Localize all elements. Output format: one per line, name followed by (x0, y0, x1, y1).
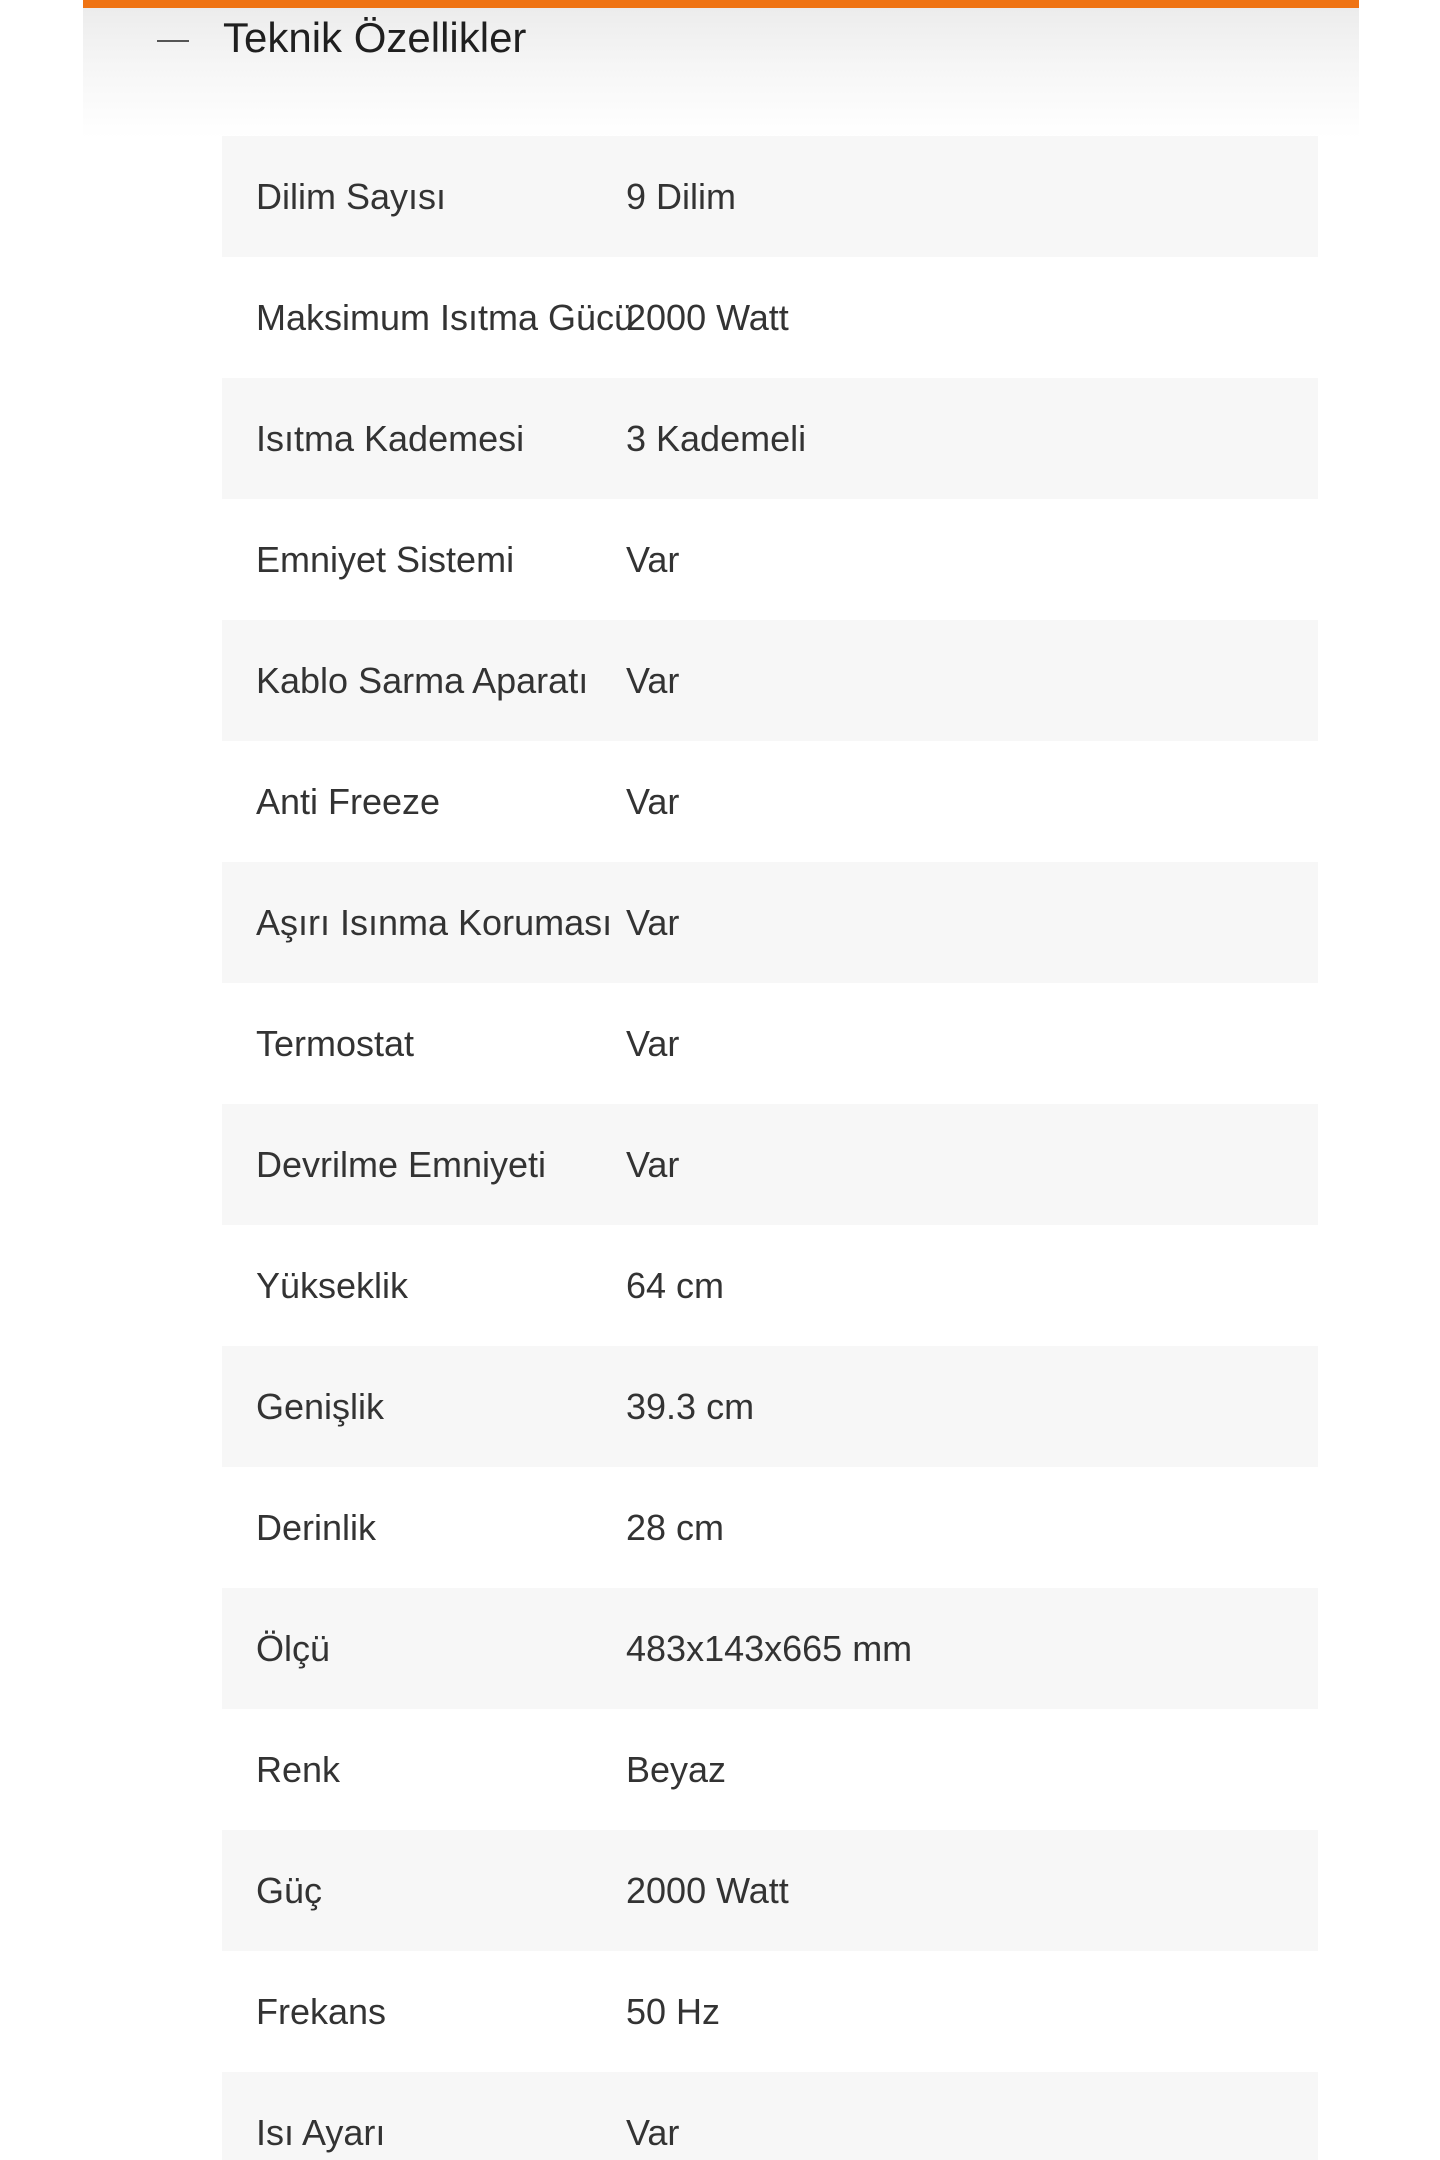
spec-key: Renk (256, 1748, 341, 1790)
spec-key: Kablo Sarma Aparatı (256, 659, 589, 701)
spec-value: Var (626, 1022, 680, 1064)
spec-value: 2000 Watt (626, 296, 789, 338)
spec-key: Isıtma Kademesi (256, 417, 525, 459)
spec-value: 39.3 cm (626, 1385, 755, 1427)
spec-row (222, 2072, 1318, 2160)
spec-value: 50 Hz (626, 1990, 721, 2032)
spec-value: Var (626, 538, 680, 580)
spec-key: Isı Ayarı (256, 2111, 386, 2153)
spec-key: Frekans (256, 1990, 387, 2032)
spec-key: Dilim Sayısı (256, 175, 447, 217)
spec-key: Aşırı Isınma Koruması (256, 901, 613, 943)
spec-value: 3 Kademeli (626, 417, 807, 459)
spec-row (222, 499, 1318, 620)
spec-value: Var (626, 901, 680, 943)
spec-row (222, 378, 1318, 499)
spec-key: Derinlik (256, 1506, 377, 1548)
accent-bar (83, 0, 1359, 8)
spec-key: Ölçü (256, 1627, 331, 1669)
spec-row (222, 1830, 1318, 1951)
spec-row (222, 1467, 1318, 1588)
spec-row (222, 983, 1318, 1104)
spec-value: 28 cm (626, 1506, 725, 1548)
spec-value: 9 Dilim (626, 175, 737, 217)
spec-row (222, 1709, 1318, 1830)
spec-value: Var (626, 659, 680, 701)
spec-row (222, 1588, 1318, 1709)
spec-row (222, 1104, 1318, 1225)
spec-key: Güç (256, 1869, 323, 1911)
spec-row (222, 257, 1318, 378)
spec-key: Termostat (256, 1022, 415, 1064)
spec-value: 483x143x665 mm (626, 1627, 913, 1669)
spec-key: Genişlik (256, 1385, 385, 1427)
spec-row (222, 620, 1318, 741)
spec-value: 64 cm (626, 1264, 725, 1306)
spec-key: Devrilme Emniyeti (256, 1143, 547, 1185)
spec-row (222, 741, 1318, 862)
spec-key: Anti Freeze (256, 780, 441, 822)
spec-key: Yükseklik (256, 1264, 409, 1306)
spec-value: Var (626, 1143, 680, 1185)
section-header-teknik-ozellikler[interactable] (83, 8, 1359, 138)
spec-key: Emniyet Sistemi (256, 538, 515, 580)
spec-table (222, 136, 1318, 2160)
spec-row (222, 1225, 1318, 1346)
spec-row (222, 862, 1318, 983)
spec-key: Maksimum Isıtma Gücü (256, 296, 635, 338)
spec-row (222, 1951, 1318, 2072)
spec-value: 2000 Watt (626, 1869, 789, 1911)
spec-value: Beyaz (626, 1748, 727, 1790)
section-title: Teknik Özellikler (223, 14, 527, 61)
spec-row (222, 1346, 1318, 1467)
spec-value: Var (626, 780, 680, 822)
minus-icon[interactable] (157, 30, 189, 52)
spec-value: Var (626, 2111, 680, 2153)
spec-row (222, 136, 1318, 257)
